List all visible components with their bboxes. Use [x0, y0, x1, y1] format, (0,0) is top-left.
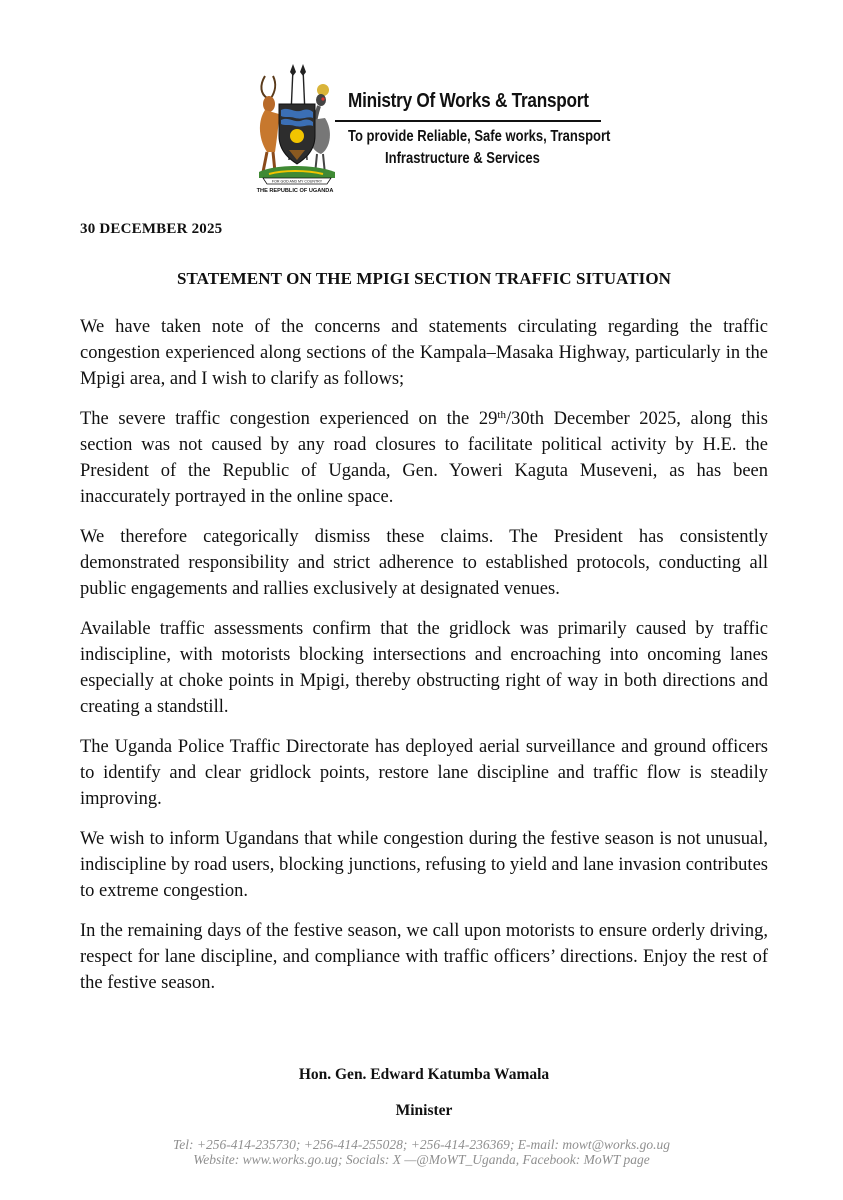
paragraph-1: We have taken note of the concerns and statements circulating regarding the traffic congestion experienced along sections of the Kampala–Masaka Highway, particularly in the Mpigi area, and I wish to clarify as follows; — [80, 317, 768, 389]
tagline-line-1: To provide Reliable, Safe works, Transport — [348, 128, 611, 145]
ministry-name: Ministry Of Works & Transport — [348, 90, 589, 112]
signatory-name: Hon. Gen. Edward Katumba Wamala — [298, 1066, 550, 1083]
paragraph-3: We therefore categorically dismiss these claims. The President has consistently demonstrated responsibility and strict adherence to established protocols, conducting all public engagements and rallies exclusively at designated venues. — [80, 527, 768, 599]
footer-web: Website: www.works.go.ug; Socials: X —@MoWT_Uganda, Facebook: MoWT page — [193, 1152, 650, 1167]
statement-title: STATEMENT ON THE MPIGI SECTION TRAFFIC SITUATION — [176, 269, 672, 288]
coat-of-arms-icon — [245, 60, 345, 195]
paragraph-2 — [80, 406, 768, 510]
letterhead — [245, 60, 625, 195]
crest-motto: FOR GOD AND MY COUNTRY — [271, 179, 323, 184]
footer — [60, 1137, 783, 1167]
paragraph-2-start: The severe traffic congestion experienced on the 29 — [80, 409, 498, 429]
ordinal-suffix: th — [497, 409, 506, 421]
crest-caption: THE REPUBLIC OF UGANDA — [256, 188, 334, 194]
signatory-role: Minister — [395, 1102, 453, 1119]
paragraph-4: Available traffic assessments confirm that the gridlock was primarily caused by traffic indiscipline, with motorists blocking intersections and encroaching into oncoming lanes especially at choke points in Mpigi, thereby obstructing right of way in both directions and creating a standstill. — [80, 619, 768, 717]
header-rule — [335, 120, 601, 122]
statement-body — [80, 314, 768, 1010]
paragraph-6: We wish to inform Ugandans that while congestion during the festive season is not unusual, indiscipline by road users, blocking junctions, refusing to yield and lane invasion contributes to extreme congestion. — [80, 829, 768, 901]
paragraph-5: The Uganda Police Traffic Directorate has deployed aerial surveillance and ground officers to identify and clear gridlock points, restore lane discipline and traffic flow is steadily improving. — [80, 737, 768, 809]
statement-date: 30 DECEMBER 2025 — [80, 221, 223, 237]
tagline-line-2: Infrastructure & Services — [385, 150, 540, 167]
paragraph-2-rest: /30th December 2025, along this section was not caused by any road closures to facilitate political activity by H.E. the President of the Republic of Uganda, Gen. Yoweri Kaguta Museveni, as has been inaccurately portrayed in the online space. — [80, 409, 768, 507]
footer-contact: Tel: +256-414-235730; +256-414-255028; +256-414-236369; E-mail: mowt@works.go.ug — [172, 1137, 671, 1152]
paragraph-7: In the remaining days of the festive season, we call upon motorists to ensure orderly driving, respect for lane discipline, and compliance with traffic officers’ directions. Enjoy the rest of the festive season. — [80, 921, 768, 993]
